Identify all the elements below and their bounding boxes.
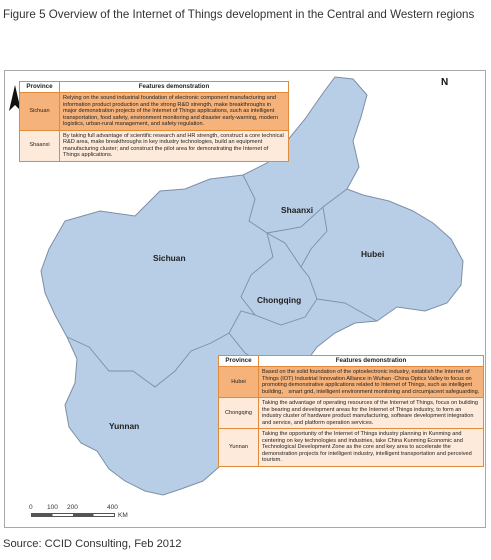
north-label: N: [441, 77, 449, 88]
figure-caption: Figure 5 Overview of the Internet of Things development in the Central and Western regions: [3, 8, 475, 21]
table-row: [219, 398, 484, 429]
source-note: Source: CCID Consulting, Feb 2012: [3, 538, 182, 550]
table-cell-province: Sichuan: [20, 93, 60, 131]
scale-bar-graphic: [31, 513, 115, 517]
province-label-chongqing: Chongqing: [257, 295, 302, 305]
table-header-features: Features demonstration: [259, 356, 484, 367]
scale-unit: KM: [118, 512, 128, 519]
province-label-hubei: Hubei: [361, 249, 385, 259]
table-cell-province: Chongqing: [219, 398, 259, 429]
table-header-features: Features demonstration: [60, 82, 289, 93]
table-cell-features: Taking the advantage of operating resources of the Internet of Things, focus on building the bearing and development areas for the Internet of Things industry, to form an industry cluster of hardware product manufacturing, software development integration and service, and platform operation services.: [259, 398, 484, 429]
features-table-bottom: [218, 355, 484, 467]
table-row: [219, 429, 484, 467]
map-frame: [4, 70, 486, 528]
table-row: [20, 130, 289, 161]
scale-tick: 0: [29, 504, 33, 511]
table-cell-features: By taking full advantage of scientific research and HR strength, construct a core technical R&D area, make breakthroughs in key industry technologies, build an equipment manufacturing cluster; and construct the pilot area for demonstrating the Internet of Things applications.: [60, 130, 289, 161]
table-row: [219, 367, 484, 398]
province-label-yunnan: Yunnan: [109, 421, 140, 431]
table-cell-province: Shaanxi: [20, 130, 60, 161]
province-label-sichuan: Sichuan: [153, 253, 186, 263]
table-cell-features: Based on the solid foundation of the optoelectronic industry, establish the Internet of Things (IOT) Industrial Innovation Alliance in Wuhan ·China Optics Valley to focus on promoting demonstrative applications related to Internet of Things, such as intelligent building， smart grid, intelligent environment monitoring and circumjacent safeguarding.: [259, 367, 484, 398]
table-row: [20, 93, 289, 131]
table-cell-features: Relying on the sound industrial foundation of electronic component manufacturing and information product production and the strong R&D strength, make breakthroughs in major demonstration projects of the Internet of Things applications, such as intelligent transportation, food safety, environment monitoring and disaster early-warning, modern logistics, urban-rural management, and safety regulation.: [60, 93, 289, 131]
province-label-shaanxi: Shaanxi: [281, 205, 314, 215]
table-cell-province: Yunnan: [219, 429, 259, 467]
table-cell-province: Hubei: [219, 367, 259, 398]
scale-tick: 200: [67, 504, 78, 511]
features-table-top: [19, 81, 289, 162]
scale-tick: 100: [47, 504, 58, 511]
table-cell-features: Taking the opportunity of the Internet of Things industry planning in Kunming and centering on key technologies and industries, take China Kunming Economic and Technological Development Zone as the core and key area to accelerate the demonstration projects for intelligent industry, intelligent transportation and perceived tourism.: [259, 429, 484, 467]
scale-tick: 400: [107, 504, 118, 511]
scale-bar: [25, 504, 135, 524]
table-header-province: Province: [219, 356, 259, 367]
table-header-province: Province: [20, 82, 60, 93]
